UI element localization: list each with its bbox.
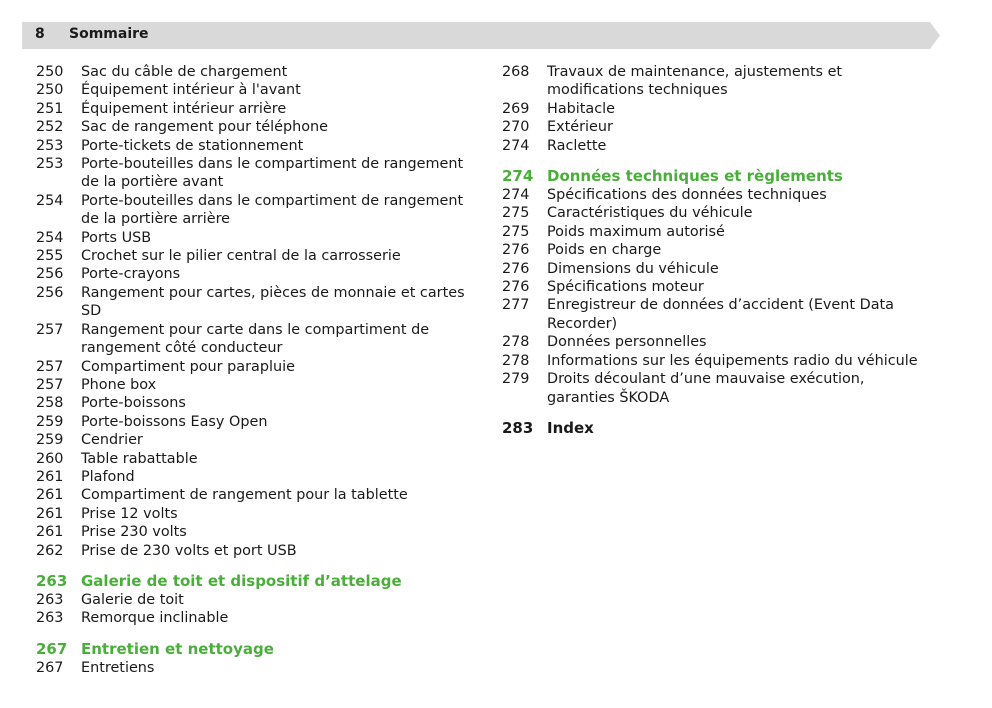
toc-page-number: 270 — [502, 119, 530, 136]
toc-page-number: 257 — [36, 376, 64, 393]
toc-entry-title: Données techniques et règlements — [547, 167, 843, 186]
toc-entry-title: Porte-crayons — [81, 266, 181, 283]
toc-entry[interactable] — [36, 192, 476, 229]
toc-page-number: 276 — [502, 242, 530, 259]
toc-page-number: 253 — [36, 137, 64, 154]
toc-page-number: 257 — [36, 358, 64, 375]
page-header — [22, 22, 940, 49]
toc-page-number: 283 — [502, 418, 534, 437]
toc-entry-title: Informations sur les équipements radio du véhicule — [547, 352, 918, 369]
toc-page-number: 259 — [36, 413, 64, 430]
toc-entry-title: Enregistreur de données d’accident (Event Data Recorder) — [547, 297, 894, 332]
toc-page-number: 254 — [36, 192, 64, 209]
toc-entry-title: Porte-bouteilles dans le compartiment de rangement de la portière arrière — [81, 192, 464, 228]
toc-page-number: 278 — [502, 334, 530, 351]
toc-entry[interactable] — [36, 358, 476, 376]
toc-entry[interactable] — [36, 284, 476, 321]
toc-page-number: 256 — [36, 266, 64, 283]
toc-entry[interactable] — [36, 118, 476, 136]
toc-entry[interactable] — [502, 223, 922, 241]
toc-entry[interactable] — [502, 333, 922, 351]
toc-entry-title: Remorque inclinable — [81, 610, 229, 627]
toc-entry-title: Porte-boissons — [81, 395, 186, 412]
toc-entry-title: Galerie de toit et dispositif d’attelage — [81, 571, 402, 590]
toc-page-number: 277 — [502, 297, 530, 314]
toc-page-number: 258 — [36, 395, 64, 412]
toc-entry[interactable] — [36, 542, 476, 560]
toc-page-number: 274 — [502, 167, 534, 186]
toc-entry[interactable] — [36, 486, 476, 504]
toc-right-column — [502, 63, 922, 438]
toc-entry-title: Équipement intérieur arrière — [81, 100, 287, 117]
toc-entry-title: Prise de 230 volts et port USB — [81, 542, 297, 559]
toc-entry-title: Spécifications des données techniques — [547, 187, 827, 204]
toc-page-number: 261 — [36, 505, 64, 522]
toc-entry[interactable] — [36, 321, 476, 358]
toc-entry-title: Droits découlant d’une mauvaise exécution, garanties ŠKODA — [547, 371, 865, 406]
toc-entry-title: Porte-tickets de stationnement — [81, 137, 304, 154]
toc-page-number: 274 — [502, 187, 530, 204]
toc-entry-title: Dimensions du véhicule — [547, 260, 719, 277]
toc-page-number: 269 — [502, 100, 530, 117]
toc-page-number: 250 — [36, 64, 64, 80]
toc-entry[interactable] — [502, 296, 922, 333]
toc-entry-title: Poids maximum autorisé — [547, 223, 725, 240]
toc-page-number: 275 — [502, 205, 530, 222]
toc-entry-title: Phone box — [81, 376, 157, 393]
toc-entry-title: Crochet sur le pilier central de la carrosserie — [81, 248, 401, 265]
toc-entry-title: Équipement intérieur à l'avant — [81, 82, 301, 99]
toc-entry[interactable] — [36, 229, 476, 247]
toc-entry-title: Ports USB — [81, 229, 152, 246]
toc-entry-title: Poids en charge — [547, 242, 662, 259]
toc-entry[interactable] — [502, 63, 922, 100]
toc-section-heading[interactable] — [502, 167, 922, 186]
toc-entry[interactable] — [36, 63, 476, 81]
toc-entry[interactable] — [36, 81, 476, 99]
toc-entry[interactable] — [502, 137, 922, 155]
toc-page-number: 267 — [36, 659, 64, 676]
toc-entry-title: Travaux de maintenance, ajustements et modifications techniques — [547, 64, 843, 99]
toc-page-number: 253 — [36, 156, 64, 173]
toc-section-heading[interactable] — [36, 640, 476, 659]
toc-entry[interactable] — [36, 155, 476, 192]
toc-page-number: 262 — [36, 542, 64, 559]
page-number: 8 — [35, 26, 45, 42]
header-bar — [22, 22, 940, 49]
toc-entry-title: Sac de rangement pour téléphone — [81, 119, 328, 136]
toc-entry[interactable] — [502, 204, 922, 222]
toc-page-number: 259 — [36, 432, 64, 449]
toc-section-heading[interactable] — [36, 572, 476, 591]
toc-entry[interactable] — [36, 659, 476, 677]
toc-page-number: 250 — [36, 82, 64, 99]
toc-entry[interactable] — [502, 260, 922, 278]
toc-page-number: 275 — [502, 223, 530, 240]
toc-entry-title: Prise 12 volts — [81, 505, 178, 522]
toc-page-number: 261 — [36, 524, 64, 541]
toc-page-number: 263 — [36, 610, 64, 627]
toc-entry[interactable] — [36, 523, 476, 541]
toc-entry[interactable] — [502, 241, 922, 259]
toc-page-number: 276 — [502, 279, 530, 296]
toc-entry-title: Porte-bouteilles dans le compartiment de rangement de la portière avant — [81, 156, 464, 191]
toc-entry[interactable] — [36, 413, 476, 431]
toc-page-number: 261 — [36, 468, 64, 485]
toc-entry[interactable] — [502, 352, 922, 370]
toc-entry-title: Rangement pour cartes, pièces de monnaie et cartes SD — [81, 284, 465, 320]
toc-entry[interactable] — [502, 118, 922, 136]
toc-entry[interactable] — [36, 265, 476, 283]
toc-index-entry[interactable] — [502, 419, 922, 438]
toc-entry-title: Caractéristiques du véhicule — [547, 205, 753, 222]
toc-entry[interactable] — [502, 100, 922, 118]
toc-entry-title: Entretiens — [81, 659, 155, 676]
toc-page-number: 251 — [36, 100, 64, 117]
toc-page-number: 268 — [502, 64, 530, 80]
toc-entry-title: Compartiment pour parapluie — [81, 358, 295, 375]
toc-page-number: 261 — [36, 487, 64, 504]
toc-page-number: 263 — [36, 591, 64, 608]
toc-entry[interactable] — [36, 376, 476, 394]
toc-entry[interactable] — [36, 247, 476, 265]
toc-entry[interactable] — [502, 186, 922, 204]
toc-entry[interactable] — [36, 137, 476, 155]
toc-entry-title: Extérieur — [547, 119, 613, 136]
toc-page-number: 279 — [502, 371, 530, 388]
toc-page-number: 255 — [36, 248, 64, 265]
toc-entry-title: Porte-boissons Easy Open — [81, 413, 268, 430]
toc-entry-title: Table rabattable — [81, 450, 198, 467]
toc-entry-title: Prise 230 volts — [81, 524, 187, 541]
toc-entry-title: Rangement pour carte dans le compartiment de rangement côté conducteur — [81, 321, 430, 357]
toc-page-number: 254 — [36, 229, 64, 246]
toc-page-number: 276 — [502, 260, 530, 277]
toc-page-number: 256 — [36, 284, 64, 301]
toc-page-number: 274 — [502, 137, 530, 154]
toc-page-number: 267 — [36, 639, 68, 658]
toc-entry-title: Habitacle — [547, 100, 615, 117]
toc-entry[interactable] — [502, 370, 922, 407]
toc-left-column — [36, 63, 476, 677]
toc-entry-title: Index — [547, 418, 594, 437]
toc-entry[interactable] — [36, 591, 476, 609]
toc-page-number: 252 — [36, 119, 64, 136]
toc-entry[interactable] — [36, 609, 476, 627]
toc-entry[interactable] — [36, 468, 476, 486]
toc-entry[interactable] — [36, 505, 476, 523]
toc-entry-title: Galerie de toit — [81, 591, 184, 608]
toc-entry-title: Sac du câble de chargement — [81, 64, 288, 80]
toc-page-number: 278 — [502, 352, 530, 369]
page-title: Sommaire — [69, 26, 149, 42]
toc-entry-title: Plafond — [81, 468, 135, 485]
toc-entry-title: Cendrier — [81, 432, 143, 449]
toc-entry[interactable] — [502, 278, 922, 296]
toc-entry-title: Entretien et nettoyage — [81, 639, 274, 658]
toc-entry-title: Raclette — [547, 137, 607, 154]
toc-entry-title: Spécifications moteur — [547, 279, 704, 296]
toc-page-number: 263 — [36, 571, 68, 590]
toc-entry[interactable] — [36, 450, 476, 468]
toc-entry-title: Données personnelles — [547, 334, 707, 351]
toc-page-number: 257 — [36, 321, 64, 338]
toc-entry[interactable] — [36, 431, 476, 449]
toc-entry[interactable] — [36, 100, 476, 118]
toc-page-number: 260 — [36, 450, 64, 467]
toc-entry[interactable] — [36, 394, 476, 412]
toc-entry-title: Compartiment de rangement pour la tablette — [81, 487, 408, 504]
